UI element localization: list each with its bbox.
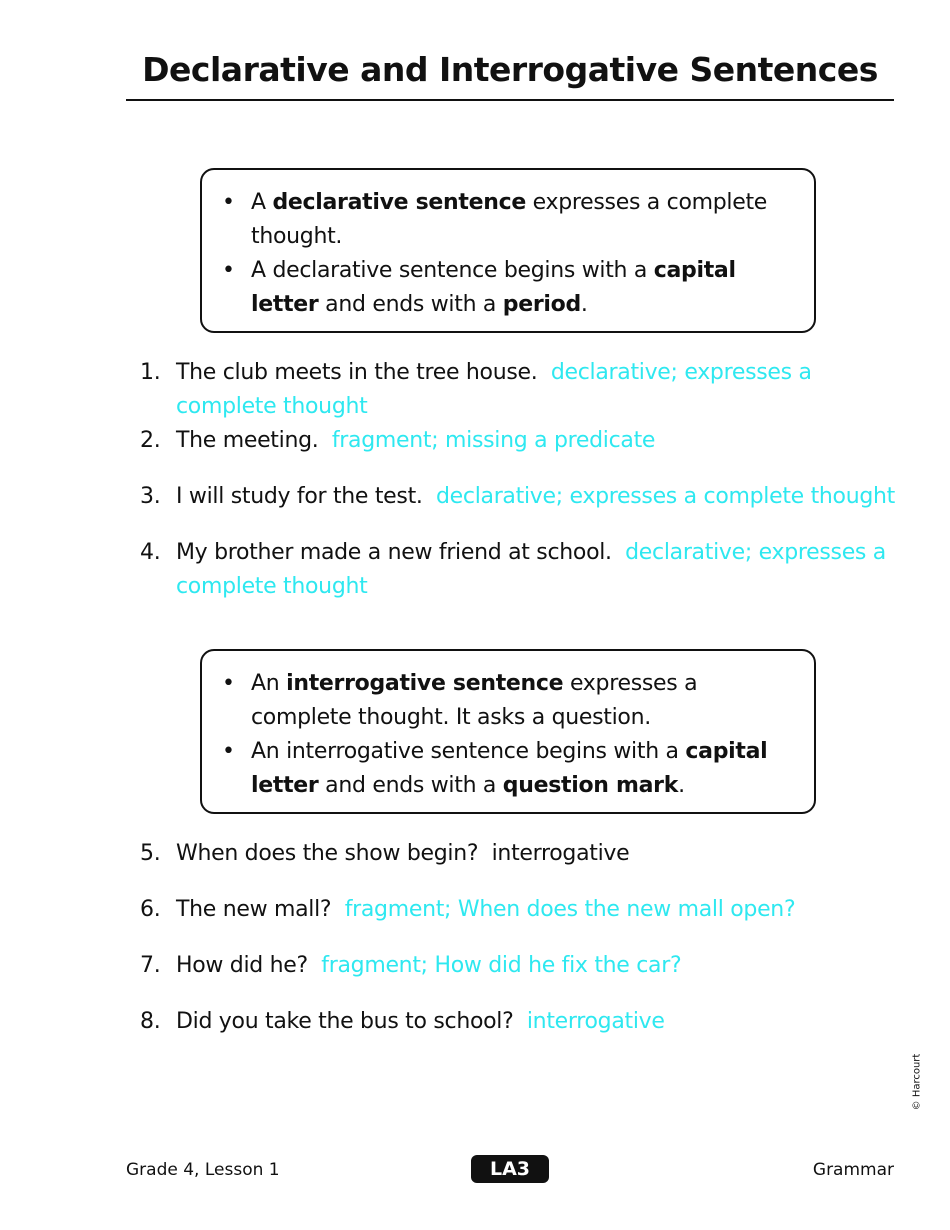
interrogative-rule-box xyxy=(200,649,816,814)
sentence: The new mall? xyxy=(176,897,332,922)
declarative-rule-box xyxy=(200,168,816,333)
exercise-item-2: 2. The meeting. fragment; missing a predicate xyxy=(140,428,656,453)
page-code-badge: LA3 xyxy=(471,1155,549,1183)
answer: interrogative xyxy=(491,841,630,866)
footer-subject: Grammar xyxy=(812,1160,894,1180)
sentence: When does the show begin? xyxy=(176,841,479,866)
answer: interrogative xyxy=(526,1009,665,1034)
sentence: Did you take the bus to school? xyxy=(176,1009,514,1034)
page-title: Declarative and Interrogative Sentences xyxy=(142,50,878,89)
answer: declarative; expresses a complete thought xyxy=(176,540,886,599)
exercise-item-6: 6. The new mall? fragment; When does the new mall open? xyxy=(140,897,796,922)
rule-bullet: • An interrogative sentence begins with a capital letter and ends with a question mark. xyxy=(222,735,794,803)
exercise-item-5: 5. When does the show begin? interrogative xyxy=(140,841,630,866)
bullet-icon: • xyxy=(222,739,235,764)
sentence: The meeting. xyxy=(176,428,319,453)
exercise-item-3: 3. I will study for the test. declarative; expresses a complete thought xyxy=(140,484,895,509)
sentence: My brother made a new friend at school. xyxy=(176,540,612,565)
copyright-notice: © Harcourt xyxy=(911,1053,923,1111)
rule-bullet: • A declarative sentence begins with a capital letter and ends with a period. xyxy=(222,254,794,322)
exercise-item-8: 8. Did you take the bus to school? interrogative xyxy=(140,1009,665,1034)
bullet-icon: • xyxy=(222,671,235,696)
footer-grade-lesson: Grade 4, Lesson 1 xyxy=(126,1160,280,1180)
sentence: How did he? xyxy=(176,953,308,978)
sentence: I will study for the test. xyxy=(176,484,423,509)
exercise-item-4: 4. My brother made a new friend at school. declarative; expresses a complete thought xyxy=(140,540,886,599)
answer: fragment; missing a predicate xyxy=(331,428,656,453)
exercise-item-7: 7. How did he? fragment; How did he fix the car? xyxy=(140,953,682,978)
bullet-icon: • xyxy=(222,258,235,283)
answer: fragment; How did he fix the car? xyxy=(321,953,682,978)
answer: fragment; When does the new mall open? xyxy=(344,897,796,922)
answer: declarative; expresses a complete thought xyxy=(176,360,812,419)
title-rule xyxy=(126,99,894,101)
rule-bullet: • A declarative sentence expresses a complete thought. xyxy=(222,186,794,254)
answer: declarative; expresses a complete thought xyxy=(436,484,895,509)
bullet-icon: • xyxy=(222,190,235,215)
exercise-item-1: 1. The club meets in the tree house. declarative; expresses a complete thought xyxy=(140,360,812,419)
rule-bullet: • An interrogative sentence expresses a complete thought. It asks a question. xyxy=(222,667,794,735)
sentence: The club meets in the tree house. xyxy=(176,360,538,385)
